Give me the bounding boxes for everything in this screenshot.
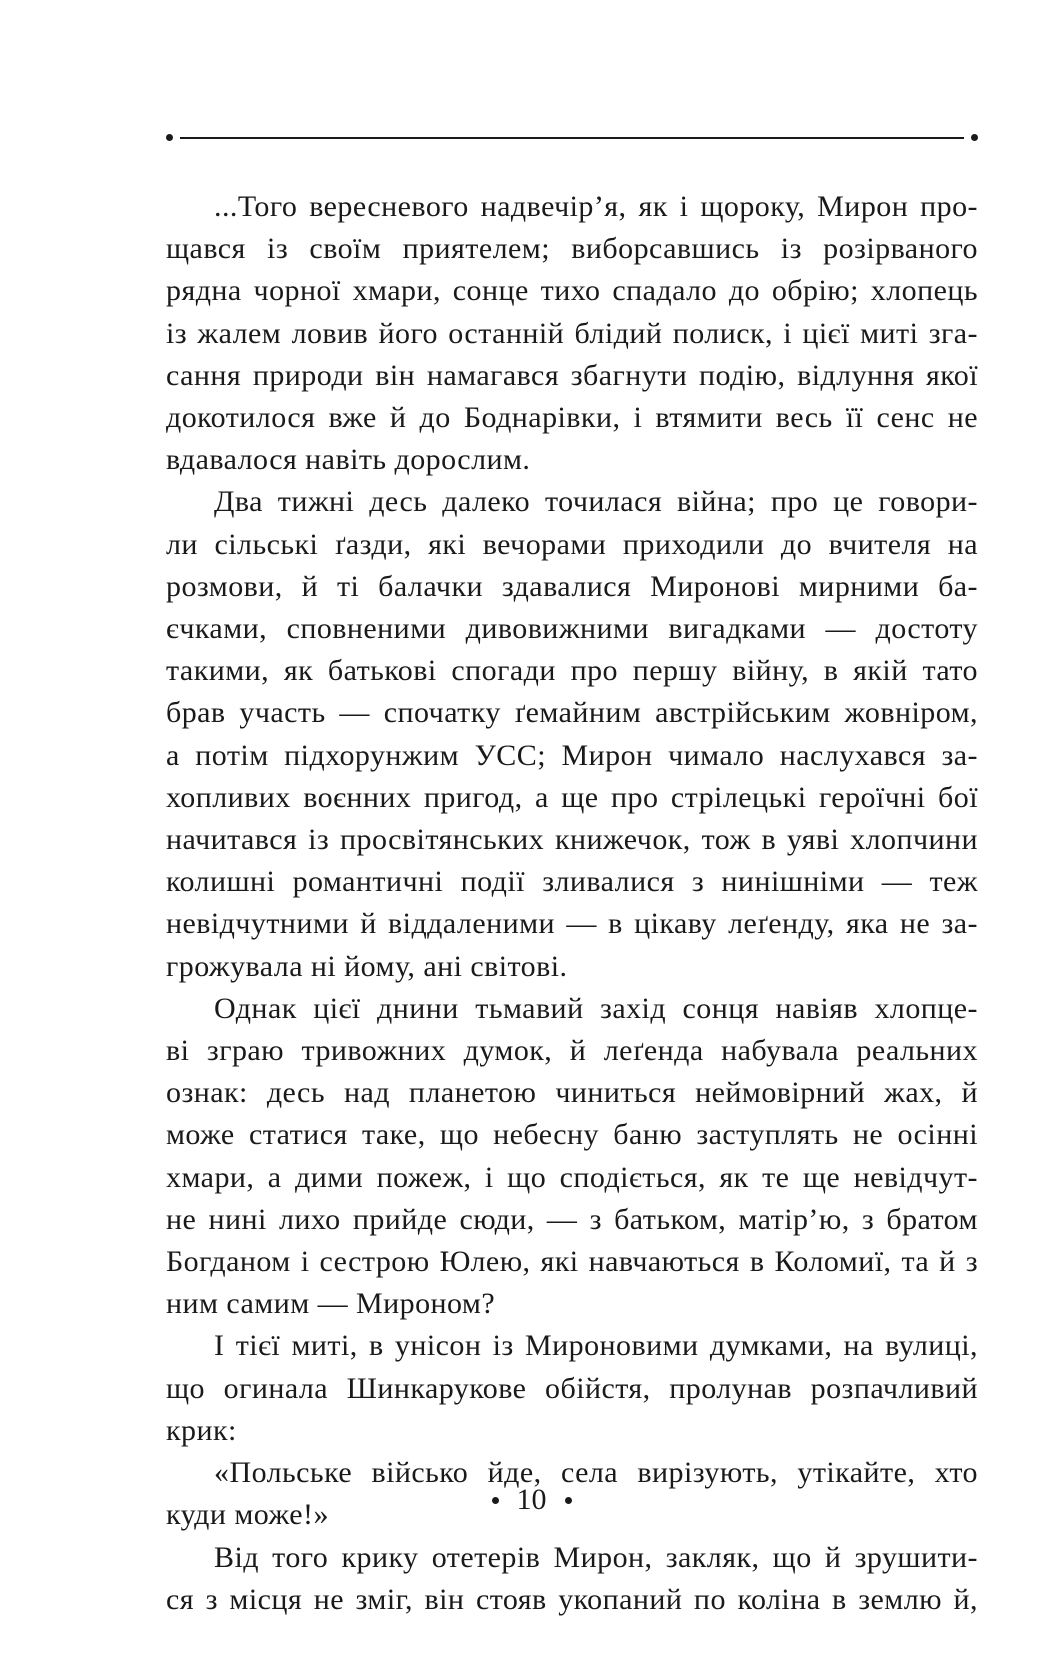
text-line: а потім підхорунжим УСС; Мирон чимало наслухався за- [166,738,978,772]
text-line: Богданом і сестрою Юлею, які навчаються в Коломиї, та й з [166,1245,978,1279]
text-line: крик: [166,1413,237,1447]
text-line: ли сільські ґазди, які вечорами приходили до вчителя на [166,527,978,561]
text-line: І тієї миті, в унісон із Мироновими думками, на вулиці, [214,1329,978,1363]
rule-dot-right [971,134,978,141]
text-line: невідчутними й віддаленими — в цікаву леґенду, яка не за- [166,907,978,941]
paragraph [166,481,978,987]
text-line: розмови, й ті балачки здавалися Миронові мирними ба- [166,569,978,603]
text-line: із жалем ловив його останній блідий полиск, і цієї миті зга- [166,316,978,350]
text-line: сання природи він намагався збагнути подію, відлуння якої [166,358,978,392]
text-line: вдавалося навіть дорослим. [166,443,531,477]
body-text [166,186,978,1621]
text-line: єчками, сповненими дивовижними вигадками — достоту [166,612,978,646]
text-line: ві зграю тривожних думок, й леґенда набувала реальних [166,1034,978,1068]
paragraph [166,1537,978,1621]
text-line: колишні романтичні події зливалися з нинішніми — теж [166,865,978,899]
text-line: куди може!» [166,1498,329,1532]
paragraph [166,1325,978,1452]
footer-bullet-left [492,1497,499,1504]
text-line: ознак: десь над планетою чиниться неймовірний жах, й [166,1076,978,1110]
text-line: ...Того вересневого надвечір’я, як і щороку, Мирон про- [214,190,978,223]
text-line: грожувала ні йому, ані світові. [166,949,568,983]
rule-line [180,137,964,139]
text-line: хопливих воєнних пригод, а ще про стрілецькі героїчні бої [166,780,978,814]
text-line: «Польське військо йде, села вирізують, утікайте, хто [214,1456,978,1490]
text-line: такими, як батькові спогади про першу війну, в якій тато [166,654,978,688]
text-line: ним самим — Мироном? [166,1287,496,1321]
text-line: хмари, а дими пожеж, і що сподіється, як те ще невідчут- [166,1160,978,1194]
text-line: рядна чорної хмари, сонце тихо спадало до обрію; хлопець [166,274,978,308]
text-line: докотилося вже й до Боднарівки, і втямити весь її сенс не [166,401,978,435]
text-line: Два тижні десь далеко точилася війна; про це говори- [214,485,978,519]
rule-dot-left [166,134,173,141]
text-line: може статися таке, що небесну баню заступлять не осінні [166,1118,978,1152]
text-line: не нині лихо прийде сюди, — з батьком, матір’ю, з братом [166,1202,978,1236]
text-line: начитався із просвітянських книжечок, тож в уяві хлопчини [166,823,978,857]
text-line: щався із своїм приятелем; виборсавшись із розірваного [166,232,978,266]
paragraph [166,988,978,1326]
text-line: Однак цієї днини тьмавий захід сонця навіяв хлопце- [214,991,978,1025]
text-line: брав участь — спочатку ґемайним австрійським жовніром, [166,696,978,730]
text-line: ся з місця не зміг, він стояв укопаний по коліна в землю й, [166,1582,978,1616]
footer-bullet-right [565,1497,572,1504]
text-line: Від того крику отетерів Мирон, закляк, що й зрушити- [214,1540,978,1574]
page-footer [0,1480,1063,1520]
paragraph [166,186,978,481]
page-number: 10 [516,1483,547,1516]
text-line: що огинала Шинкарукове обійстя, пролунав розпачливий [166,1371,978,1405]
top-rule [166,131,978,145]
